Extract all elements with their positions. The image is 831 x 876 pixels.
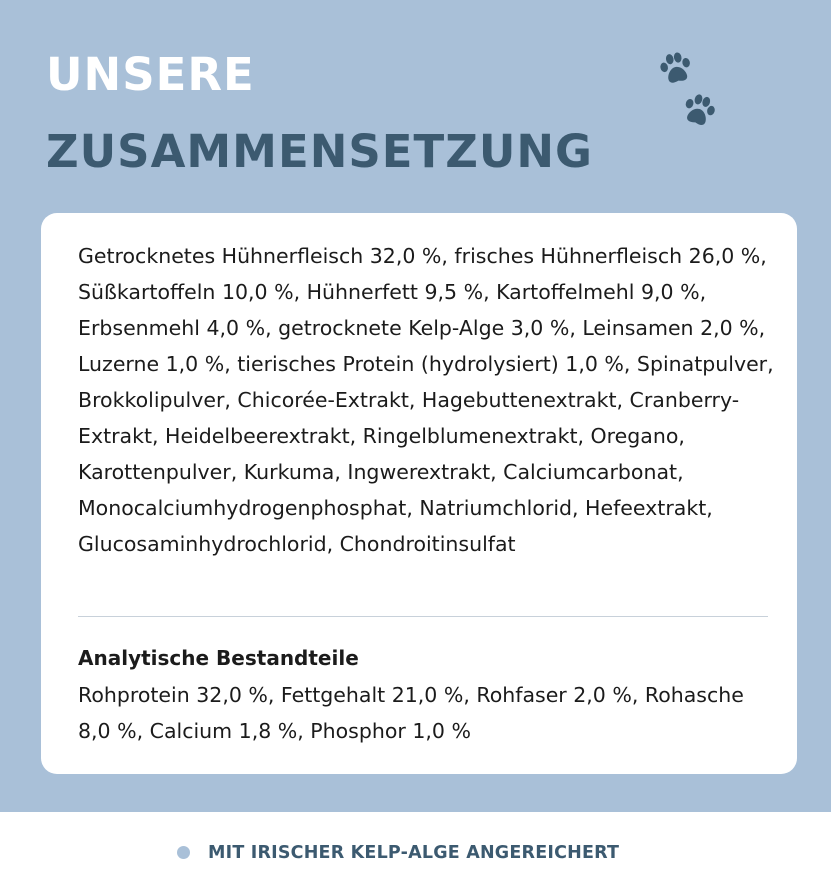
ingredients-list: Getrocknetes Hühnerfleisch 32,0 %, frisches Hühnerfleisch 26,0 %, Süßkartoffeln 10,0 %, Hühnerfett 9,5 %, Kartoffelmehl 9,0 %, Erbsenmehl 4,0 %, getrocknete Kelp-Alge 3,0 %, Leinsamen 2,0 %, Luzerne 1,0 %, tierisches Protein (hydrolysiert) 1,0 %, Spinatpulver, Brokkolipulver, Chicorée-Extrakt, Hagebuttenextrakt, Cranberry-Extrakt, Heidelbeerextrakt, Ringelblumenextrakt, Oregano, Karottenpulver, Kurkuma, Ingwerextrakt, Calciumcarbonat, Monocalciumhydrogenphosphat, Natriumchlorid, Hefeextrakt, Glucosaminhydrochlorid, Chondroitinsulfat — [78, 244, 774, 556]
composition-card — [41, 213, 797, 774]
paw-print-decoration — [655, 50, 725, 134]
analytic-heading: Analytische Bestandteile — [78, 646, 359, 670]
paw-print-icon — [678, 90, 721, 133]
title-line-1: UNSERE — [46, 48, 255, 101]
bullet-dot-icon — [177, 846, 190, 859]
title-line-2: ZUSAMMENSETZUNG — [46, 125, 593, 178]
paw-print-icon — [656, 49, 696, 89]
card-divider — [78, 616, 768, 617]
feature-footer — [0, 812, 831, 876]
analytic-values: Rohprotein 32,0 %, Fettgehalt 21,0 %, Rohfaser 2,0 %, Rohasche 8,0 %, Calcium 1,8 %, Phosphor 1,0 % — [78, 683, 744, 743]
feature-text: MIT IRISCHER KELP-ALGE ANGEREICHERT — [208, 843, 620, 863]
